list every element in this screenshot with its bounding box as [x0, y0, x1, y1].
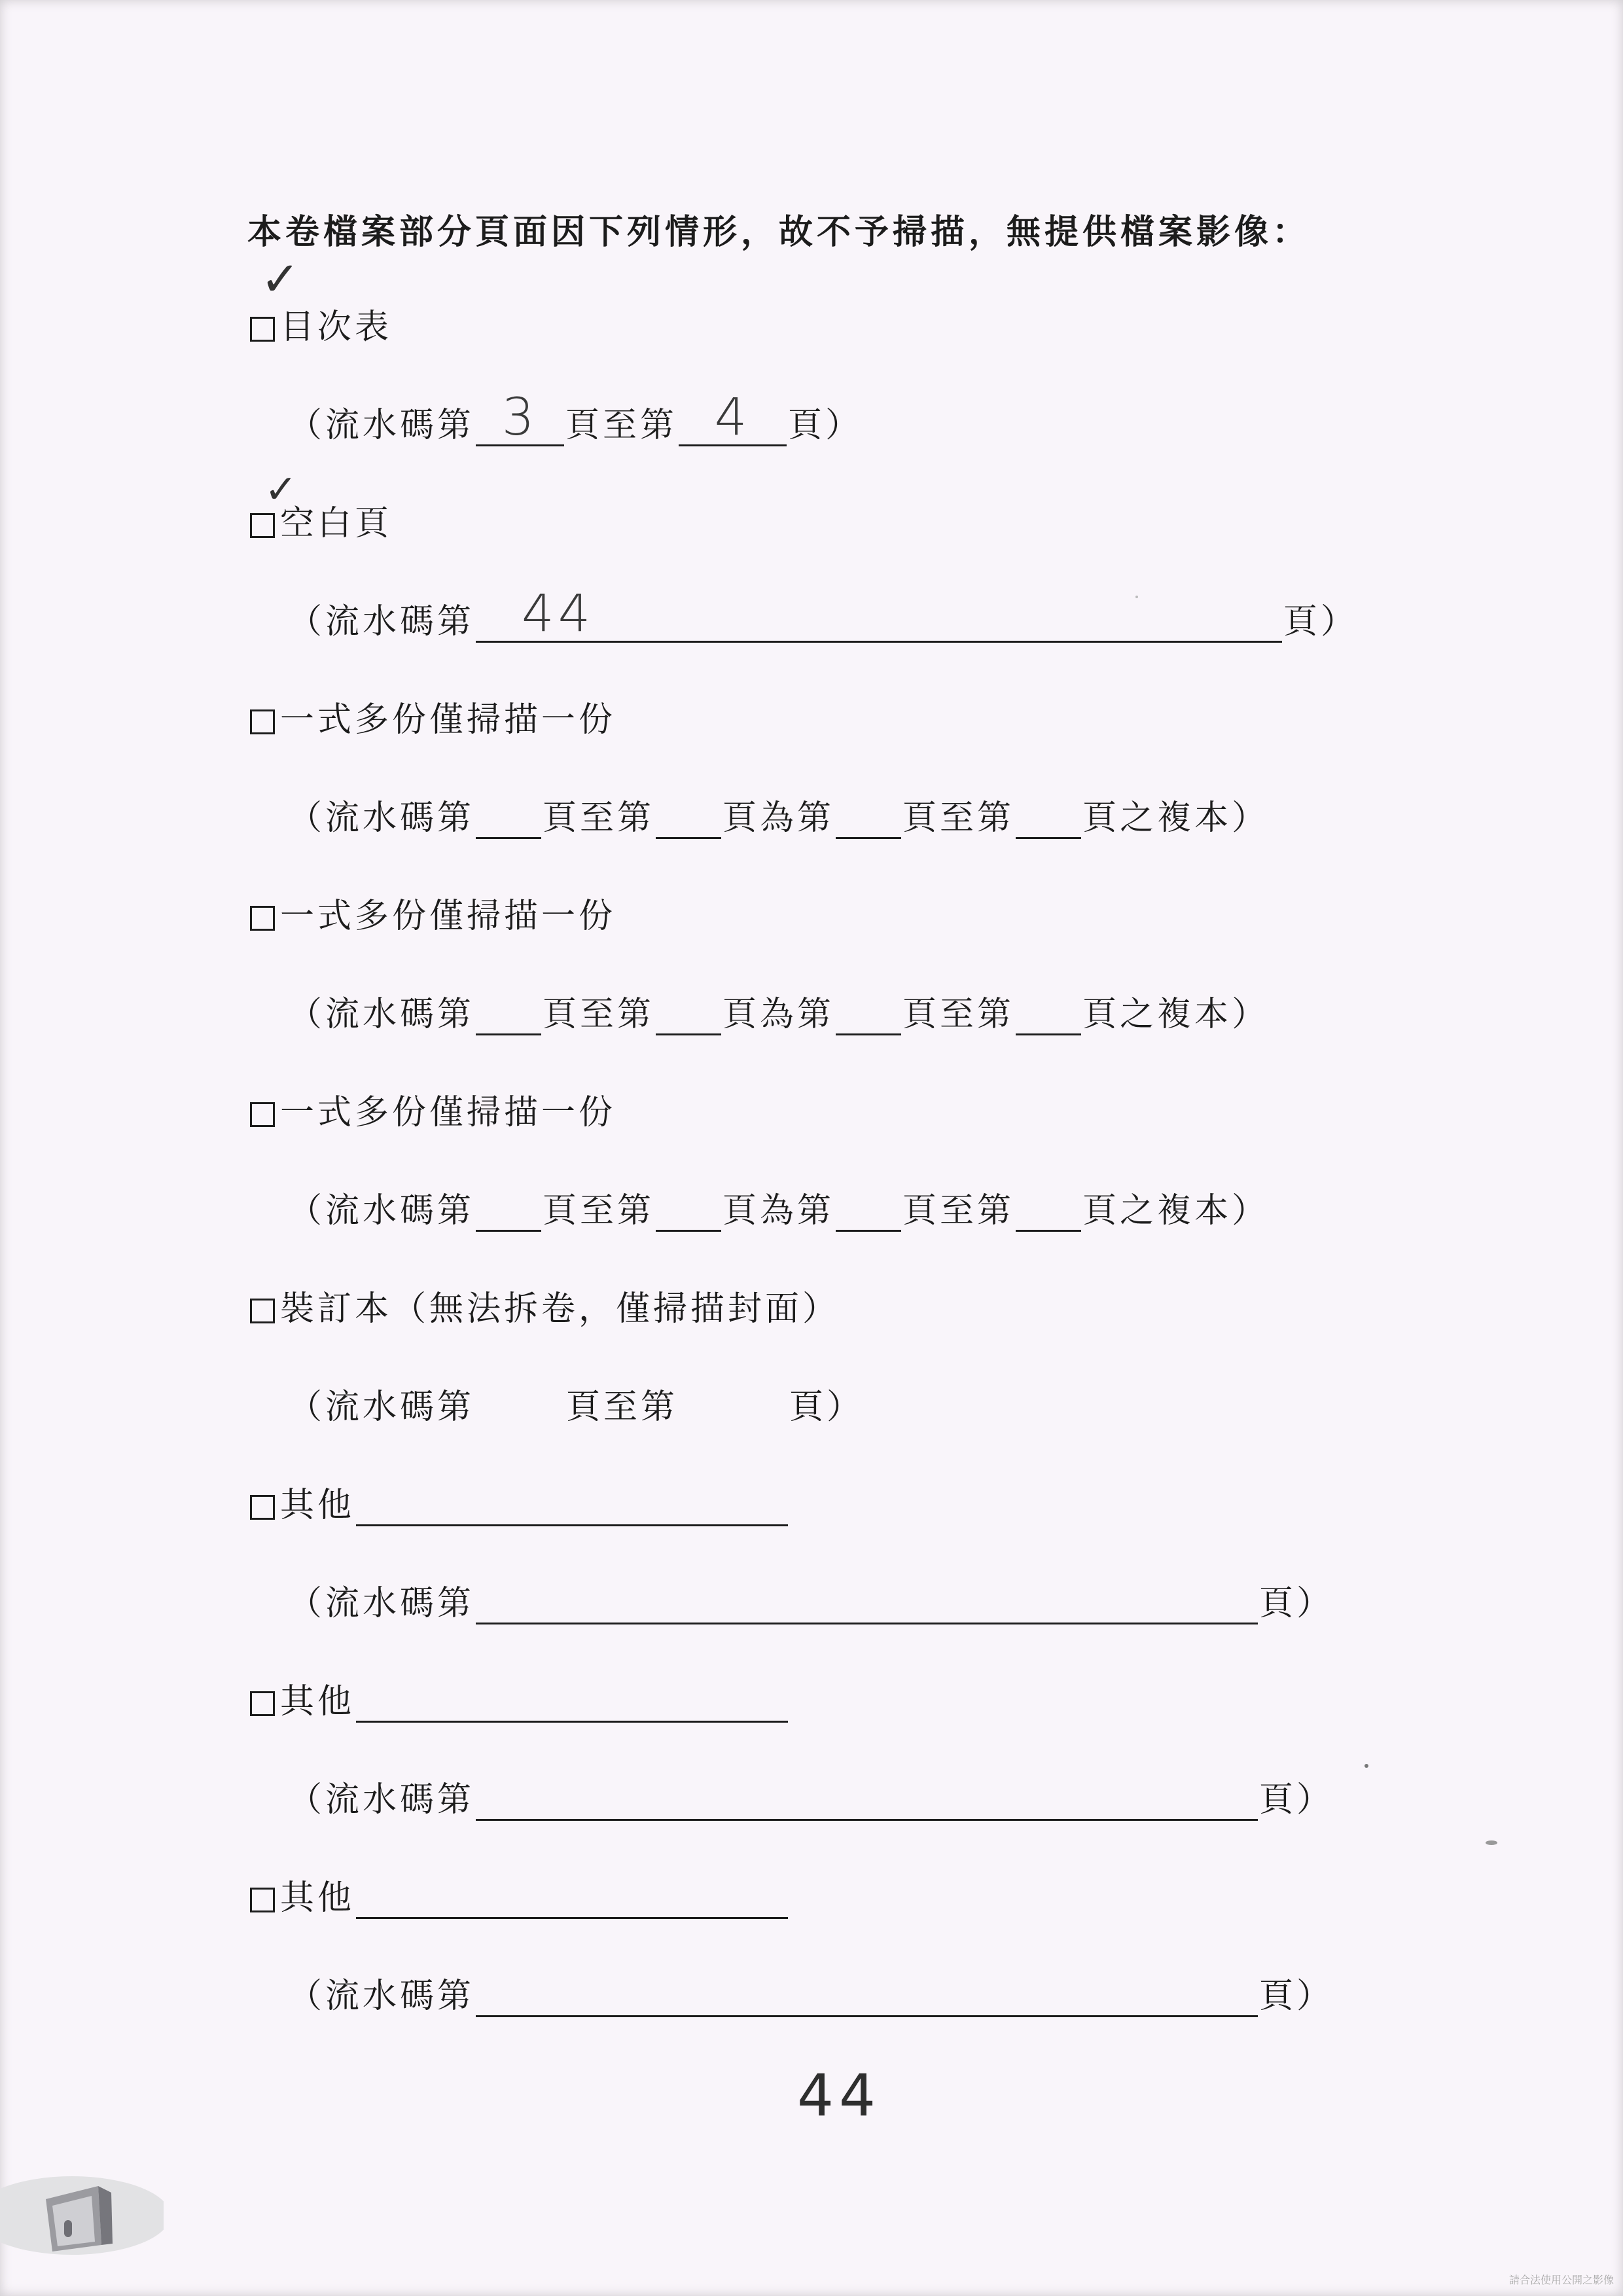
- detail-text: 頁為第: [722, 995, 835, 1034]
- item-duplicate-1-detail: [288, 793, 1269, 839]
- detail-prefix: （流水碼第: [288, 602, 475, 641]
- blank-field[interactable]: [836, 1192, 901, 1232]
- detail-suffix: 頁）: [1283, 602, 1359, 641]
- check-mark-icon: ✓: [264, 467, 298, 512]
- page-number-field[interactable]: [476, 1781, 1258, 1821]
- item-other-label: 其他: [280, 1682, 355, 1721]
- detail-text: 頁至第: [902, 1191, 1015, 1230]
- detail-suffix: 頁）: [1259, 1977, 1334, 2016]
- page-number-field[interactable]: [476, 584, 1282, 643]
- handwritten-value: 44: [522, 584, 595, 643]
- detail-suffix: 頁）: [789, 1388, 865, 1427]
- item-duplicate-label: 一式多份僅掃描一份: [280, 897, 616, 936]
- detail-prefix: （流水碼第: [288, 1584, 475, 1623]
- item-other-2: [250, 1677, 789, 1723]
- item-toc: [250, 302, 392, 348]
- archive-logo-icon: [0, 2160, 164, 2258]
- item-blank-page-detail: [288, 584, 1359, 643]
- detail-text: （流水碼第: [288, 1191, 475, 1230]
- detail-text: （流水碼第: [288, 995, 475, 1034]
- handwritten-page-number: 44: [797, 2062, 881, 2129]
- item-duplicate-label: 一式多份僅掃描一份: [280, 700, 616, 740]
- detail-prefix: （流水碼第: [288, 1780, 475, 1820]
- item-toc-detail: [288, 388, 863, 447]
- checkbox-duplicate-3[interactable]: [250, 1102, 275, 1127]
- item-duplicate-1: [250, 695, 616, 741]
- checkbox-other-1[interactable]: [250, 1495, 275, 1520]
- detail-text: 頁之複本）: [1082, 1191, 1270, 1230]
- checkbox-other-3[interactable]: [250, 1888, 275, 1912]
- blank-field[interactable]: [836, 799, 901, 839]
- item-other-3: [250, 1873, 789, 1919]
- check-mark-icon: ✓: [260, 251, 300, 306]
- detail-text: 頁至第: [543, 995, 655, 1034]
- detail-text: 頁至第: [902, 995, 1015, 1034]
- footer-text: 請合法使用公開之影像: [1508, 2274, 1614, 2286]
- item-other-3-detail: [288, 1971, 1334, 2017]
- item-duplicate-3-detail: [288, 1186, 1269, 1232]
- detail-text: 頁至第: [543, 798, 655, 838]
- detail-suffix: 頁）: [788, 406, 863, 445]
- detail-text: （流水碼第: [288, 798, 475, 838]
- blank-field[interactable]: [656, 799, 721, 839]
- blank-field[interactable]: [476, 996, 541, 1035]
- blank-field[interactable]: [836, 996, 901, 1035]
- detail-text: 頁至第: [902, 798, 1015, 838]
- item-bound-volume-detail: [288, 1382, 864, 1428]
- detail-mid: 頁至第: [565, 406, 678, 445]
- page-number-field[interactable]: [476, 1585, 1258, 1624]
- detail-prefix: （流水碼第: [288, 1977, 475, 2016]
- other-reason-field[interactable]: [356, 1486, 788, 1526]
- blank-field[interactable]: [1016, 799, 1081, 839]
- scan-speck: [1364, 1764, 1368, 1768]
- detail-text: 頁之複本）: [1082, 798, 1270, 838]
- blank-field[interactable]: [476, 1192, 541, 1232]
- item-duplicate-label: 一式多份僅掃描一份: [280, 1093, 616, 1132]
- detail-text: 頁之複本）: [1082, 995, 1270, 1034]
- item-duplicate-3: [250, 1088, 616, 1134]
- item-other-label: 其他: [280, 1486, 355, 1525]
- item-other-label: 其他: [280, 1878, 355, 1918]
- handwritten-from: 3: [501, 388, 539, 447]
- detail-suffix: 頁）: [1259, 1780, 1334, 1820]
- other-reason-field[interactable]: [356, 1879, 788, 1919]
- blank-field[interactable]: [476, 799, 541, 839]
- scan-speck: [1135, 596, 1138, 598]
- item-duplicate-2-detail: [288, 990, 1269, 1035]
- detail-suffix: 頁）: [1259, 1584, 1334, 1623]
- checkbox-other-2[interactable]: [250, 1691, 275, 1716]
- item-other-2-detail: [288, 1775, 1334, 1821]
- scan-speck: [1486, 1840, 1497, 1845]
- item-toc-label: 目次表: [280, 308, 393, 347]
- checkbox-blank-page[interactable]: [250, 513, 275, 538]
- handwritten-to: 4: [714, 388, 751, 447]
- detail-text: 頁至第: [543, 1191, 655, 1230]
- item-bound-volume-label: 裝訂本（無法拆卷，僅掃描封面）: [280, 1289, 840, 1329]
- detail-text: 頁為第: [722, 798, 835, 838]
- checkbox-duplicate-1[interactable]: [250, 709, 275, 734]
- blank-field[interactable]: [1016, 996, 1081, 1035]
- form-title: 本卷檔案部分頁面因下列情形，故不予掃描，無提供檔案影像：: [247, 212, 1311, 252]
- blank-field[interactable]: [656, 996, 721, 1035]
- checkbox-toc[interactable]: [250, 317, 275, 342]
- detail-prefix: （流水碼第: [288, 406, 475, 445]
- item-other-1-detail: [288, 1579, 1334, 1624]
- checkbox-duplicate-2[interactable]: [250, 906, 275, 931]
- detail-mid: 頁至第: [566, 1388, 679, 1427]
- item-blank-page-label: 空白頁: [280, 504, 393, 543]
- blank-field[interactable]: [656, 1192, 721, 1232]
- detail-text: 頁為第: [722, 1191, 835, 1230]
- other-reason-field[interactable]: [356, 1683, 788, 1723]
- item-bound-volume: [250, 1284, 840, 1330]
- detail-prefix: （流水碼第: [288, 1388, 475, 1427]
- blank-field[interactable]: [1016, 1192, 1081, 1232]
- item-other-1: [250, 1480, 789, 1526]
- checkbox-bound-volume[interactable]: [250, 1299, 275, 1323]
- item-duplicate-2: [250, 891, 616, 937]
- from-page-field[interactable]: [476, 388, 564, 447]
- page-number-field[interactable]: [476, 1977, 1258, 2017]
- to-page-field[interactable]: [679, 388, 787, 447]
